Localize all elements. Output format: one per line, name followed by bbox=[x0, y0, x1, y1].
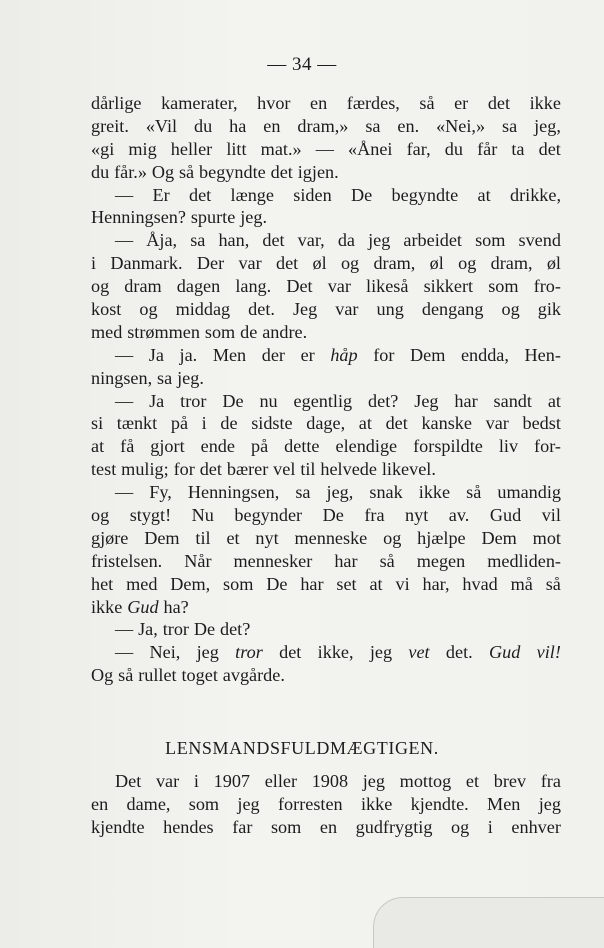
word: liv bbox=[498, 436, 519, 457]
word: vel bbox=[273, 459, 296, 480]
word: det bbox=[275, 253, 299, 274]
word: du bbox=[194, 115, 213, 136]
word: har bbox=[334, 550, 358, 571]
word: at bbox=[477, 184, 491, 205]
word: — bbox=[115, 619, 134, 640]
word: dage, bbox=[306, 413, 346, 434]
word: endda, bbox=[460, 344, 509, 365]
word: fristelsen. bbox=[91, 550, 163, 571]
word: tror bbox=[180, 390, 207, 411]
word: hjælpe bbox=[417, 527, 466, 548]
word: jeg bbox=[196, 642, 219, 663]
word: bærer bbox=[226, 459, 269, 480]
word: dram bbox=[124, 276, 162, 297]
text-line bbox=[91, 229, 561, 252]
word: test bbox=[91, 459, 117, 480]
word: Ja bbox=[148, 344, 164, 365]
word: — bbox=[115, 642, 134, 663]
page-corner bbox=[373, 897, 604, 948]
word: at bbox=[358, 413, 372, 434]
word: det bbox=[270, 161, 293, 182]
word: ikke bbox=[529, 93, 561, 113]
word: Jeg bbox=[292, 299, 318, 320]
word: har bbox=[454, 390, 478, 411]
word: og bbox=[451, 816, 470, 837]
word: tænkt bbox=[116, 413, 158, 434]
word: Åja, bbox=[146, 230, 178, 251]
word: sandt bbox=[493, 390, 532, 411]
word: het bbox=[91, 573, 114, 594]
word: kamerater, bbox=[161, 93, 238, 113]
word: sidste bbox=[251, 413, 293, 434]
word: nyt bbox=[405, 505, 429, 526]
word: sikkert bbox=[423, 276, 474, 297]
word: strømmen bbox=[127, 321, 200, 342]
word: «gi bbox=[91, 138, 115, 159]
word: der bbox=[261, 344, 285, 365]
word: har bbox=[300, 573, 324, 594]
word: Gud bbox=[489, 505, 522, 526]
page-number: — 34 — bbox=[267, 54, 337, 75]
word: har, bbox=[422, 573, 450, 594]
word: dagen bbox=[176, 276, 221, 297]
word: mottog bbox=[399, 771, 452, 791]
word: en bbox=[263, 115, 281, 136]
word: får bbox=[477, 138, 498, 159]
word: begyndte bbox=[199, 161, 266, 182]
word: — bbox=[115, 230, 134, 251]
word: likeså bbox=[366, 276, 409, 297]
word: litt bbox=[226, 138, 247, 159]
word: ikke bbox=[91, 596, 123, 617]
word: i bbox=[91, 253, 97, 274]
text-line bbox=[91, 138, 561, 161]
word: og bbox=[91, 505, 110, 526]
text-line bbox=[91, 550, 561, 573]
word: helvede bbox=[320, 459, 377, 480]
word: Danmark. bbox=[110, 253, 183, 274]
word: Gud bbox=[127, 596, 159, 617]
word: ikke bbox=[418, 482, 451, 503]
text-line bbox=[91, 344, 561, 367]
word: på bbox=[250, 436, 269, 457]
word: til bbox=[195, 527, 211, 548]
word: Dem bbox=[481, 527, 517, 548]
word: dame, bbox=[126, 793, 171, 814]
word: mat.» bbox=[260, 138, 302, 159]
word: nu bbox=[259, 390, 278, 411]
word: begynder bbox=[234, 505, 303, 526]
word: må bbox=[510, 573, 533, 594]
text-line bbox=[91, 92, 561, 115]
word: sa bbox=[502, 115, 518, 136]
word: Jeg bbox=[414, 390, 439, 411]
word: og bbox=[458, 253, 477, 274]
word: til bbox=[300, 459, 316, 480]
word: 1908 bbox=[311, 771, 349, 791]
word: så bbox=[118, 665, 134, 686]
word: fra bbox=[364, 505, 385, 526]
word: Nei, bbox=[149, 642, 181, 663]
word: for- bbox=[534, 436, 561, 457]
text-line bbox=[91, 641, 561, 664]
word: jeg bbox=[362, 771, 385, 791]
word: ja. bbox=[179, 344, 198, 365]
word: det? bbox=[220, 619, 251, 640]
word: som bbox=[223, 573, 254, 594]
text-line bbox=[91, 321, 561, 344]
text-line bbox=[91, 275, 561, 298]
word: vet bbox=[408, 642, 430, 663]
text-line bbox=[91, 367, 561, 390]
word: kjendte bbox=[91, 816, 145, 837]
word: så bbox=[379, 550, 395, 571]
word: kjendte. bbox=[410, 793, 469, 814]
text-line bbox=[91, 573, 561, 596]
word: ung bbox=[376, 299, 404, 320]
word: ta bbox=[511, 138, 525, 159]
word: toget bbox=[181, 665, 218, 686]
word: medliden- bbox=[487, 550, 561, 571]
word: fro- bbox=[533, 276, 561, 297]
word: ha? bbox=[163, 596, 189, 617]
word: bedst bbox=[522, 413, 561, 434]
word: så bbox=[419, 93, 435, 113]
word: De bbox=[351, 184, 373, 205]
text-line bbox=[91, 435, 561, 458]
word: sa bbox=[365, 115, 381, 136]
word: svend bbox=[518, 230, 561, 251]
word: «Vil bbox=[145, 115, 178, 136]
word: — bbox=[115, 184, 134, 205]
word: færdes, bbox=[346, 93, 400, 113]
word: snak bbox=[369, 482, 403, 503]
word: Ja, bbox=[138, 619, 158, 640]
word: heller bbox=[170, 138, 213, 159]
word: en bbox=[91, 793, 109, 814]
word: længe bbox=[230, 184, 274, 205]
word: gudfrygtig bbox=[355, 816, 433, 837]
word: i bbox=[487, 816, 493, 837]
word: Nu bbox=[191, 505, 214, 526]
word: stygt! bbox=[129, 505, 172, 526]
word: hendes bbox=[163, 816, 214, 837]
word: som bbox=[270, 816, 302, 837]
word: gik bbox=[537, 299, 561, 320]
word: det bbox=[262, 230, 285, 251]
word: var, bbox=[297, 230, 325, 251]
word: Dem bbox=[410, 344, 446, 365]
word: for bbox=[373, 344, 395, 365]
body-text bbox=[91, 92, 561, 687]
text-line bbox=[91, 298, 561, 321]
word: egentlig bbox=[293, 390, 353, 411]
word: det bbox=[188, 184, 212, 205]
text-line bbox=[91, 458, 561, 481]
word: ende bbox=[200, 436, 235, 457]
word: du bbox=[444, 138, 463, 159]
word: og bbox=[91, 276, 110, 297]
word: elendige bbox=[335, 436, 398, 457]
word: et bbox=[465, 771, 480, 791]
word: tror bbox=[235, 642, 263, 663]
word: middag bbox=[175, 299, 231, 320]
word: «Nei,» bbox=[436, 115, 486, 136]
word: var bbox=[335, 299, 359, 320]
word: sa bbox=[190, 230, 206, 251]
word: øl bbox=[546, 253, 561, 274]
word: megen bbox=[416, 550, 466, 571]
word: kanske bbox=[421, 413, 472, 434]
word: som bbox=[488, 276, 519, 297]
word: mulig; bbox=[121, 459, 169, 480]
word: Men bbox=[487, 793, 521, 814]
word: 1907 bbox=[213, 771, 250, 791]
text-line bbox=[91, 252, 561, 275]
word: vil bbox=[541, 505, 561, 526]
word: av. bbox=[448, 505, 470, 526]
word: mennesker bbox=[233, 550, 313, 571]
word: jeg bbox=[369, 642, 393, 663]
word: Dem, bbox=[170, 573, 211, 594]
text-line bbox=[91, 527, 561, 550]
word: dengang bbox=[421, 299, 484, 320]
word: Gud bbox=[489, 642, 521, 663]
word: for bbox=[173, 459, 195, 480]
word: dram, bbox=[490, 253, 533, 274]
word: dram,» bbox=[297, 115, 349, 136]
word: igjen. bbox=[297, 161, 339, 182]
word: en. bbox=[397, 115, 420, 136]
word: i bbox=[201, 413, 207, 434]
word: og bbox=[383, 527, 402, 548]
word: jeg bbox=[237, 793, 260, 814]
word: de bbox=[240, 321, 258, 342]
text-line bbox=[91, 206, 561, 229]
word: og bbox=[501, 299, 520, 320]
word: var bbox=[238, 253, 262, 274]
word: forspildte bbox=[413, 436, 483, 457]
word: spurte bbox=[190, 207, 236, 228]
word: Der bbox=[196, 253, 225, 274]
text-line bbox=[91, 161, 561, 184]
word: var bbox=[155, 771, 180, 791]
text-line bbox=[91, 184, 561, 207]
text-line bbox=[91, 504, 561, 527]
text-line bbox=[91, 481, 561, 504]
word: — bbox=[115, 390, 134, 411]
text-line bbox=[91, 793, 561, 816]
word: set bbox=[336, 573, 357, 594]
word: Dem bbox=[144, 527, 180, 548]
word: far bbox=[232, 816, 253, 837]
word: det. bbox=[248, 299, 275, 320]
word: få bbox=[120, 436, 135, 457]
word: øl bbox=[312, 253, 327, 274]
word: som bbox=[204, 321, 236, 342]
word: Og bbox=[151, 161, 175, 182]
word: dårlige bbox=[91, 93, 142, 113]
word: vil! bbox=[536, 642, 561, 663]
word: Fy, bbox=[149, 482, 172, 503]
word: dette bbox=[284, 436, 320, 457]
word: nyt bbox=[255, 527, 279, 548]
word: jeg. bbox=[240, 207, 267, 228]
word: han, bbox=[218, 230, 250, 251]
word: far, bbox=[406, 138, 431, 159]
word: og bbox=[139, 299, 158, 320]
word: enhver bbox=[511, 816, 561, 837]
word: avgårde. bbox=[222, 665, 285, 686]
word: De bbox=[322, 505, 344, 526]
word: Henningsen, bbox=[187, 482, 280, 503]
word: kost bbox=[91, 299, 122, 320]
word: øl bbox=[429, 253, 444, 274]
text-line bbox=[91, 618, 561, 641]
chapter-text bbox=[91, 770, 561, 839]
word: Henningsen? bbox=[91, 207, 186, 228]
word: — bbox=[115, 482, 134, 503]
text-line bbox=[91, 596, 561, 619]
word: med bbox=[126, 573, 158, 594]
word: ikke bbox=[360, 793, 393, 814]
word: hvor bbox=[257, 93, 291, 113]
word: det bbox=[199, 459, 222, 480]
word: det bbox=[279, 642, 302, 663]
word: at bbox=[91, 436, 105, 457]
word: «Ånei bbox=[348, 138, 393, 159]
word: Når bbox=[184, 550, 212, 571]
word: da bbox=[337, 230, 355, 251]
word: likevel. bbox=[381, 459, 436, 480]
text-line bbox=[91, 115, 561, 138]
word: ikke, bbox=[317, 642, 354, 663]
word: menneske bbox=[294, 527, 368, 548]
word: jeg, bbox=[326, 482, 354, 503]
word: siden bbox=[293, 184, 332, 205]
word: så bbox=[466, 482, 482, 503]
word: ningsen, bbox=[91, 367, 153, 388]
word: Det bbox=[286, 276, 313, 297]
word: en bbox=[319, 816, 338, 837]
word: var bbox=[327, 276, 351, 297]
word: og bbox=[340, 253, 360, 274]
word: i bbox=[193, 771, 199, 791]
word: umandig bbox=[497, 482, 561, 503]
word: får.» bbox=[114, 161, 147, 182]
word: mot bbox=[532, 527, 561, 548]
word: greit. bbox=[91, 115, 129, 136]
word: at bbox=[369, 573, 383, 594]
word: tror bbox=[162, 619, 189, 640]
word: jeg. bbox=[177, 367, 204, 388]
word: de bbox=[220, 413, 238, 434]
text-line bbox=[91, 816, 561, 839]
text-line bbox=[91, 390, 561, 413]
word: hvad bbox=[462, 573, 498, 594]
word: det. bbox=[445, 642, 473, 663]
word: Men bbox=[212, 344, 247, 365]
word: gjøre bbox=[91, 527, 129, 548]
word: så bbox=[545, 573, 561, 594]
text-line bbox=[91, 412, 561, 435]
word: Er bbox=[152, 184, 170, 205]
word: Ja bbox=[149, 390, 165, 411]
word: Hen- bbox=[524, 344, 561, 365]
word: sa bbox=[157, 367, 173, 388]
word: gjort bbox=[150, 436, 185, 457]
word: arbeidet bbox=[403, 230, 462, 251]
word: du bbox=[91, 161, 110, 182]
text-line bbox=[91, 770, 561, 793]
word: er bbox=[454, 93, 469, 113]
word: et bbox=[226, 527, 240, 548]
word: så bbox=[178, 161, 195, 182]
word: Det bbox=[115, 771, 142, 791]
word: med bbox=[91, 321, 123, 342]
word: fra bbox=[540, 771, 561, 791]
word: håp bbox=[330, 344, 358, 365]
word: det bbox=[385, 413, 408, 434]
word: vi bbox=[395, 573, 410, 594]
word: det bbox=[487, 93, 511, 113]
word: jeg bbox=[368, 230, 391, 251]
word: på bbox=[170, 413, 189, 434]
word: som bbox=[188, 793, 220, 814]
word: — bbox=[315, 138, 334, 159]
word: — bbox=[115, 344, 134, 365]
word: det? bbox=[368, 390, 399, 411]
word: mig bbox=[128, 138, 157, 159]
word: De bbox=[222, 390, 244, 411]
word: jeg bbox=[538, 793, 561, 814]
word: dram, bbox=[373, 253, 416, 274]
word: sa bbox=[295, 482, 311, 503]
word: forresten bbox=[277, 793, 343, 814]
word: ha bbox=[229, 115, 247, 136]
word: eller bbox=[264, 771, 297, 791]
word: var bbox=[485, 413, 509, 434]
word: Og bbox=[91, 665, 114, 686]
chapter-heading: LENSMANDSFULDMÆGTIGEN. bbox=[165, 738, 439, 758]
word: en bbox=[310, 93, 328, 113]
word: drikke, bbox=[509, 184, 561, 205]
word: si bbox=[91, 413, 104, 434]
word: at bbox=[547, 390, 561, 411]
word: som bbox=[475, 230, 506, 251]
word: begyndte bbox=[391, 184, 459, 205]
word: De bbox=[193, 619, 216, 640]
word: rullet bbox=[138, 665, 177, 686]
word: brev bbox=[493, 771, 527, 791]
text-line bbox=[91, 664, 561, 687]
word: andre. bbox=[262, 321, 308, 342]
word: det bbox=[538, 138, 561, 159]
word: lang. bbox=[235, 276, 272, 297]
word: jeg, bbox=[534, 115, 561, 136]
word: er bbox=[300, 344, 315, 365]
word: De bbox=[266, 573, 288, 594]
